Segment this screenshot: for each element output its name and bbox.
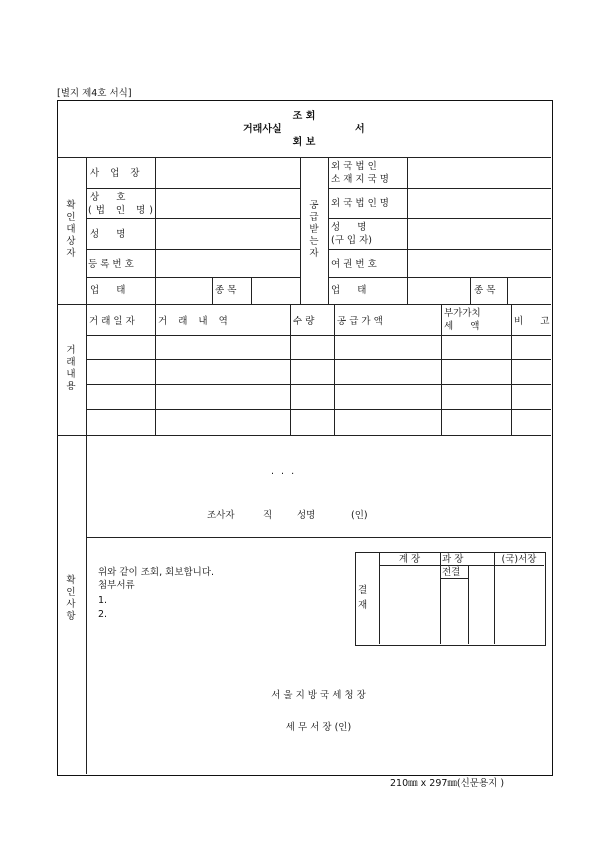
section-supplier-label: 공 급 받 는 자	[309, 200, 319, 259]
rule	[251, 277, 252, 304]
foreign-corp-name-label: 외 국 법 인 명	[331, 198, 389, 209]
name-label: 성 명	[90, 229, 126, 240]
rule	[155, 304, 156, 435]
approval-label-1: 결	[358, 585, 368, 596]
title-line-2: 거래사실	[243, 124, 282, 135]
reply-line-1: 위와 같이 조회, 회보합니다.	[98, 567, 215, 578]
form-number-label: [별지 제4호 서식]	[57, 88, 132, 99]
rule	[300, 157, 301, 304]
corp-name-label: (법 인 명)	[88, 205, 157, 216]
investigator-seal: (인)	[351, 510, 368, 521]
form-frame	[57, 100, 553, 776]
foreign-corp-label-1: 외 국 법 인	[331, 161, 377, 172]
rule	[507, 277, 508, 304]
approval-delegated: 전결	[442, 567, 461, 578]
date-dots: . . .	[271, 466, 297, 477]
trade-name-label: 상 호	[90, 192, 126, 203]
title-line-2-suffix: 서	[355, 124, 365, 135]
business-type-label: 업 태	[90, 285, 126, 296]
rule	[86, 218, 300, 219]
foreign-corp-label-2: 소 재 지 국 명	[331, 174, 389, 185]
rule	[86, 537, 551, 538]
rule	[511, 304, 512, 435]
reply-line-3: 1.	[98, 595, 108, 606]
issuer-head: 세 무 서 장 (인)	[285, 722, 352, 733]
buyer-label: (구 입 자)	[331, 235, 372, 246]
rule	[468, 565, 469, 644]
investigator-name-label: 성명	[297, 510, 316, 521]
rule	[441, 304, 442, 435]
header-supply-value: 공 급 가 액	[337, 316, 383, 327]
rule	[328, 249, 551, 250]
header-vat-2: 세 액	[444, 321, 480, 332]
rule	[86, 277, 300, 278]
item-right-label: 종 목	[474, 285, 496, 296]
reply-line-4: 2.	[98, 609, 108, 620]
title-line-3: 회 보	[292, 137, 316, 148]
rule	[57, 304, 551, 305]
investigator-label: 조사자	[207, 510, 235, 521]
rule	[86, 157, 87, 304]
rule	[328, 218, 551, 219]
paper-size-note: 210㎜ x 297㎜(신문용지 )	[390, 778, 505, 789]
rule	[212, 277, 213, 304]
rule	[328, 188, 551, 189]
reg-no-label: 등 록 번 호	[88, 259, 134, 270]
rule	[334, 304, 335, 435]
section-confirm-target-label: 확 인 대 상 자	[66, 200, 76, 259]
business-type-right-label: 업 태	[331, 285, 367, 296]
title-line-1: 조 회	[292, 111, 316, 122]
passport-no-label: 여 권 번 호	[331, 259, 377, 270]
header-remarks: 비 고	[514, 316, 550, 327]
rule	[86, 188, 300, 189]
rule	[155, 157, 156, 304]
rule	[290, 304, 291, 435]
header-details: 거 래 내 역	[158, 316, 232, 327]
rule	[86, 304, 87, 435]
rule	[86, 249, 300, 250]
approval-col-section: 과 장	[442, 554, 464, 565]
rule	[57, 157, 551, 158]
rule	[57, 435, 551, 436]
approval-col-chief: 계 장	[398, 554, 421, 565]
rule	[328, 277, 551, 278]
item-label: 종 목	[215, 285, 237, 296]
header-vat-1: 부가가치	[444, 308, 481, 319]
rule	[407, 157, 408, 304]
section-transaction-label: 거 래 내 용	[66, 345, 76, 392]
rule	[470, 277, 471, 304]
header-date: 거 래 일 자	[89, 316, 135, 327]
position-label: 직	[263, 510, 273, 521]
rule	[328, 157, 329, 304]
header-quantity: 수 량	[293, 316, 315, 327]
reply-line-2: 첨부서류	[98, 580, 135, 591]
approval-label-2: 재	[358, 600, 368, 611]
approval-col-director: (국)서장	[501, 554, 537, 565]
issuer-office: 서 울 지 방 국 세 청 장	[271, 690, 366, 701]
business-place-label: 사 업 장	[90, 168, 144, 179]
section-confirm-label: 확 인 사 항	[66, 575, 76, 622]
name-right-label: 성 명	[331, 222, 367, 233]
